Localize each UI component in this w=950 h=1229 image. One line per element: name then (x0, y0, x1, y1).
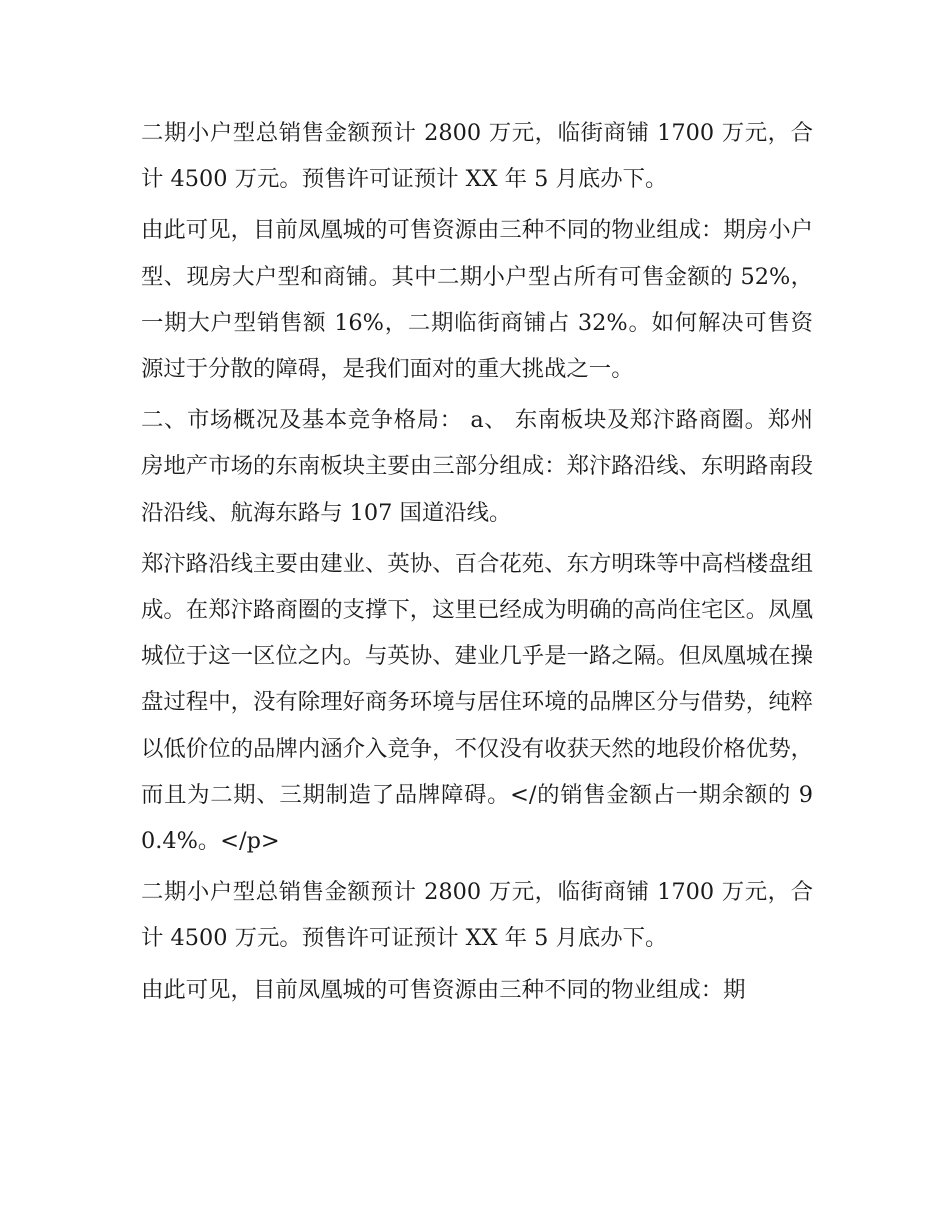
paragraph-resources-analysis-partial: 由此可见，目前凤凰城的可售资源由三种不同的物业组成：期 (141, 976, 746, 1003)
document-body (141, 110, 813, 1018)
paragraph-sales-total: 二期小户型总销售金额预计 2800 万元，临街商铺 1700 万元，合计 4500 万元。预售许可证预计 XX 年 5 月底办下。 (141, 120, 813, 193)
paragraph-market-overview: 二、市场概况及基本竞争格局： a、 东南板块及郑汴路商圈。郑州房地产市场的东南板块主要由三部分组成：郑汴路沿线、东明路南段沿沿线、航海东路与 107 国道沿线。 (141, 407, 813, 526)
paragraph-zhengbian-road: 郑汴路沿线主要由建业、英协、百合花苑、东方明珠等中高档楼盘组成。在郑汴路商圈的支撑下，这里已经成为明确的高尚住宅区。凤凰城位于这一区位之内。与英协、建业几乎是一路之隔。但凤凰城在操盘过程中，没有除理好商务环境与居住环境的品牌区分与借势，纯粹以低价位的品牌内涵介入竞争，不仅没有收获天然的地段价格优势，而且为二期、三期制造了品牌障碍。</的销售金额占一期余额的 90.4%。</p> (141, 550, 813, 855)
paragraph-resources-analysis: 由此可见，目前凤凰城的可售资源由三种不同的物业组成：期房小户型、现房大户型和商铺。其中二期小户型占所有可售金额的 52%，一期大户型销售额 16%，二期临街商铺占 32%。如何解决可售资源过于分散的障碍，是我们面对的重大挑战之一。 (141, 217, 813, 383)
paragraph-sales-total-repeat: 二期小户型总销售金额预计 2800 万元，临街商铺 1700 万元，合计 4500 万元。预售许可证预计 XX 年 5 月底办下。 (141, 879, 813, 952)
